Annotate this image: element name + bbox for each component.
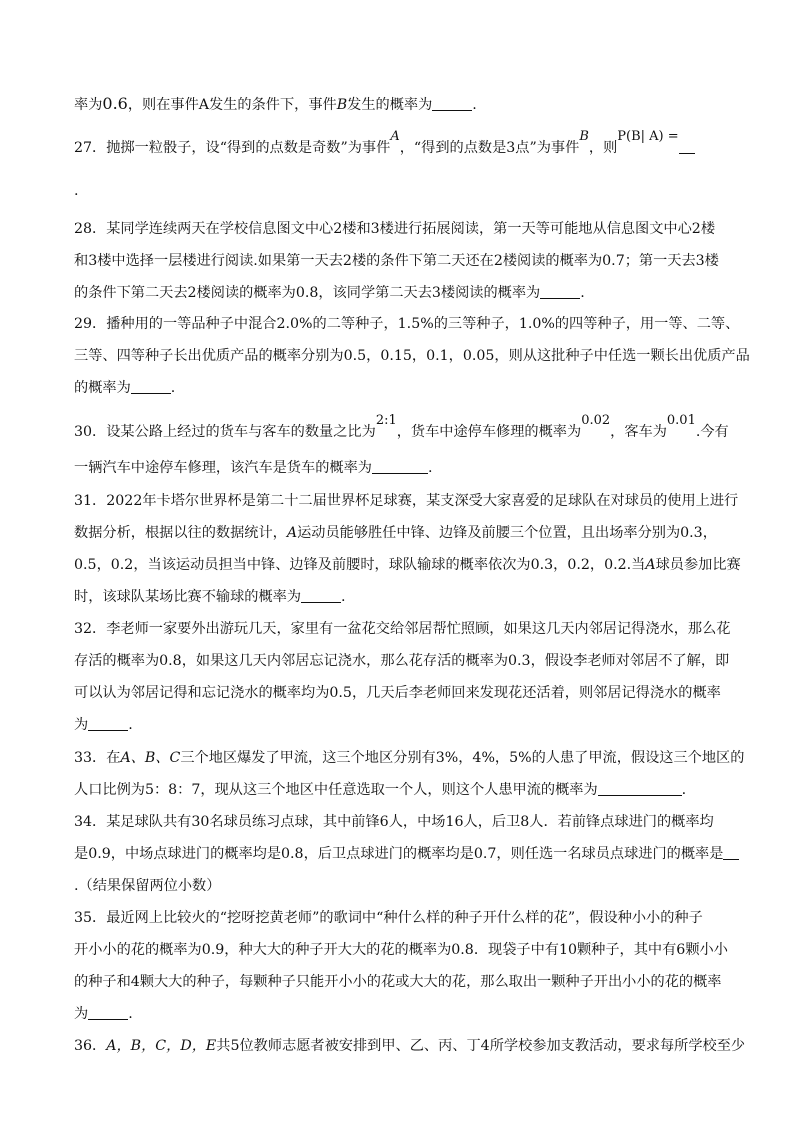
text: ，则在事件A发生的条件下，事件: [127, 97, 337, 113]
formula: P(B| A) =: [617, 129, 679, 144]
event-b: B: [336, 97, 348, 113]
text: .: [74, 183, 79, 199]
text: 率为: [74, 97, 103, 113]
question-31-line: 31．2022年卡塔尔世界杯是第二十二届世界杯足球赛，某支深受大家喜爱的足球队在对球员的使用上进行: [74, 493, 739, 509]
text: .: [580, 285, 585, 301]
probability: 0.01: [666, 413, 696, 428]
question-35-line: 35．最近网上比较火的“挖呀挖黄老师”的歌词中“种什么样的种子开什么样的花”，假设种小小的种子: [74, 910, 703, 926]
question-35-line: 的种子和4颗大大的种子，每颗种子只能开小小的花或大大的花，那么取出一颗种子开出小小的花的概率: [74, 974, 722, 990]
text: ，则: [588, 140, 618, 156]
text: .: [681, 782, 687, 798]
text: .: [128, 717, 133, 733]
text: 共5位教师志愿者被安排到甲、乙、丙、丁4所学校参加支教活动，要求每所学校至少: [216, 1038, 746, 1054]
text: 人口比例为5：8：7，现从这三个地区中任意选取一个人，则这个人患甲流的概率为: [74, 782, 598, 798]
question-28-line: [74, 283, 585, 303]
text: 27．抛掷一粒骰子，设“得到的点数是奇数”为事件: [74, 140, 391, 156]
event-a: A: [390, 129, 400, 144]
answer-blank: [679, 139, 695, 154]
answer-blank: [131, 379, 171, 394]
text: 发生的概率为: [347, 97, 433, 113]
text: 30．设某公路上经过的货车与客车的数量之比为: [74, 424, 376, 440]
question-32-line: 可以认为邻居记得和忘记浇水的概率均为0.5，几天后李老师回来发现花还活着，则邻居记得浇水的概率: [74, 685, 721, 701]
answer-blank: [372, 459, 428, 474]
question-27: [74, 129, 695, 159]
text: 33．在: [74, 750, 121, 766]
text: ，“得到的点数是3点”为事件: [399, 140, 580, 156]
line-q26-end: [74, 94, 477, 115]
question-29-line: 三等、四等种子长出优质产品的概率分别为0.5，0.15，0.1，0.05，则从这批种子中任选一颗长出优质产品: [74, 348, 750, 364]
question-35-line: 开小小的花的概率为0.9，种大大的种子开大大的花的概率为0.8．现袋子中有10颗种子，其中有6颗小小: [74, 942, 728, 958]
text: 球员参加比赛: [655, 557, 741, 573]
question-36: [74, 1036, 745, 1056]
question-31-line: [74, 587, 346, 607]
question-29-line: 29．播种用的一等品种子中混合2.0%的二等种子，1.5%的三等种子，1.0%的四等种子，用一等、二等、: [74, 316, 740, 332]
number: 0.6: [102, 94, 128, 113]
text: 36．: [74, 1038, 107, 1054]
text: 三个地区爆发了甲流，这三个地区分别有3%，4%，5%的人患了甲流，假设这三个地区的: [180, 750, 745, 766]
text: 为: [74, 717, 89, 733]
question-32-line: 存活的概率为0.8，如果这几天内邻居忘记浇水，那么花存活的概率为0.3，假设李老师对邻居不了解，即: [74, 653, 730, 669]
text: .: [128, 1006, 133, 1022]
answer-blank: [540, 284, 580, 299]
answer-blank: [88, 1005, 128, 1020]
question-32-line: 32．李老师一家要外出游玩几天，家里有一盆花交给邻居帮忙照顾，如果这几天内邻居记得浇水，那么花: [74, 621, 731, 637]
teachers: A，B，C，D，E: [106, 1038, 217, 1054]
question-30-line: [74, 458, 432, 478]
question-30: [74, 413, 729, 443]
answer-blank: [432, 96, 472, 111]
question-31-line: [74, 555, 741, 575]
ratio: 2:1: [375, 413, 397, 428]
text: 的概率为: [74, 380, 131, 396]
text: 一辆汽车中途停车修理，该汽车是货车的概率为: [74, 460, 372, 476]
question-33: [74, 748, 744, 768]
text: 的条件下第二天去2楼阅读的概率为0.8，该同学第二天去3楼阅读的概率为: [74, 285, 541, 301]
question-32-line: [74, 715, 133, 735]
question-29-line: [74, 378, 175, 398]
text: 为: [74, 1006, 89, 1022]
player-a: A: [286, 525, 298, 541]
text: .: [170, 380, 176, 396]
question-34-line: .（结果保留两位小数）: [74, 878, 221, 894]
text: 0.5，0.2，当该运动员担当中锋、边锋及前腰时，球队输球的概率依次为0.3，0.2，0.2.当: [74, 557, 646, 573]
answer-blank: [88, 716, 128, 731]
question-28-line: 和3楼中选择一层楼进行阅读.如果第一天去2楼的条件下第二天还在2楼阅读的概率为0.7；第一天去3楼: [74, 253, 719, 269]
text: .: [427, 460, 433, 476]
answer-blank: [598, 781, 682, 796]
text: 是0.9，中场点球进门的概率均是0.8，后卫点球进门的概率均是0.7，则任选一名球员点球进门的概率是: [74, 846, 724, 862]
probability: 0.02: [581, 413, 611, 428]
text: ，客车为: [610, 424, 667, 440]
text: .: [341, 589, 346, 605]
event-b: B: [579, 129, 589, 144]
text: 时，该球队某场比赛不输球的概率为: [74, 589, 302, 605]
answer-blank: [723, 845, 739, 860]
question-31-line: [74, 523, 717, 543]
question-34-line: [74, 844, 739, 864]
question-28-line: 28．某同学连续两天在学校信息图文中心2楼和3楼进行拓展阅读，第一天等可能地从信息图文中心2楼: [74, 221, 716, 237]
question-34-line: 34．某足球队共有30名球员练习点球，其中前锋6人，中场16人，后卫8人．若前锋点球进门的概率均: [74, 814, 714, 830]
answer-blank: [301, 588, 341, 603]
regions: A、B、C: [120, 750, 181, 766]
text: 数据分析，根据以往的数据统计，: [74, 525, 287, 541]
player-a: A: [645, 557, 656, 573]
text: .: [472, 97, 477, 113]
text: 运动员能够胜任中锋、边锋及前腰三个位置，且出场率分别为0.3，: [297, 525, 717, 541]
question-33-line: [74, 780, 686, 800]
text: .今有: [695, 424, 729, 440]
text: ，货车中途停车修理的概率为: [396, 424, 582, 440]
question-35-line: [74, 1004, 133, 1024]
